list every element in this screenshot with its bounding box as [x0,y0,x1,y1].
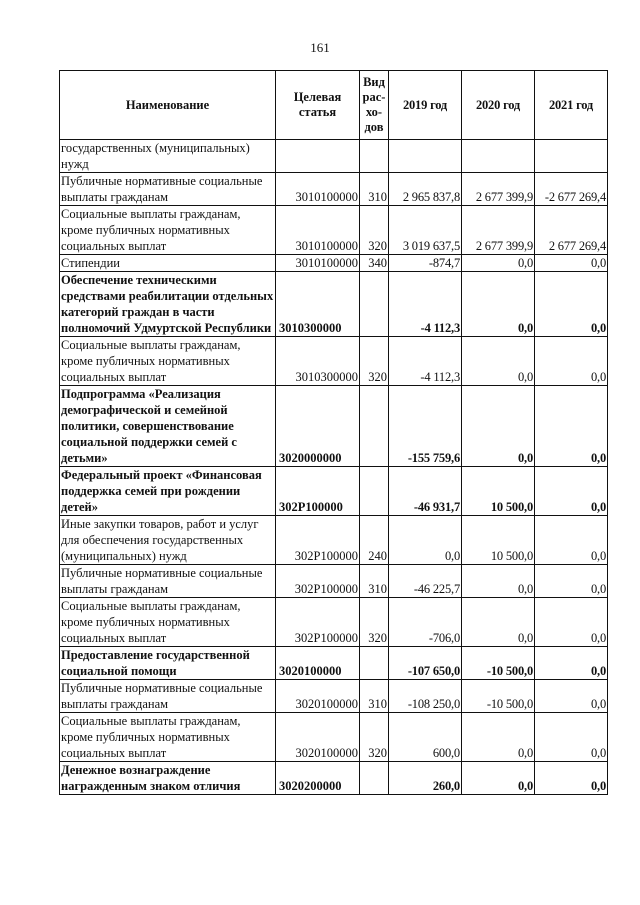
row-target-article-cell: 3020100000 [276,647,360,680]
row-2021-cell: 2 677 269,4 [535,206,608,255]
row-expense-type-cell: 310 [360,565,389,598]
row-2021-cell: 0,0 [535,516,608,565]
row-name-cell: Социальные выплаты гражданам, кроме публичных нормативных социальных выплат [60,337,276,386]
row-target-article-cell: 3010300000 [276,272,360,337]
table-row [60,140,608,173]
row-target-article-cell: 3010300000 [276,337,360,386]
row-2020-cell: 0,0 [462,272,535,337]
row-expense-type-cell: 310 [360,173,389,206]
row-2020-cell [462,140,535,173]
row-expense-type-cell [360,140,389,173]
row-2020-cell: 0,0 [462,598,535,647]
header-2019: 2019 год [389,71,462,140]
row-2021-cell [535,140,608,173]
row-2021-cell: 0,0 [535,762,608,795]
row-target-article-cell: 3020200000 [276,762,360,795]
table-row [60,255,608,272]
row-2021-cell: 0,0 [535,647,608,680]
table-row [60,565,608,598]
row-2021-cell: 0,0 [535,337,608,386]
row-target-article-cell: 3020000000 [276,386,360,467]
row-target-article-cell: 302P100000 [276,467,360,516]
table-row [60,598,608,647]
row-2019-cell: 0,0 [389,516,462,565]
row-expense-type-cell: 240 [360,516,389,565]
row-2020-cell: 0,0 [462,713,535,762]
header-2020: 2020 год [462,71,535,140]
table-row [60,467,608,516]
row-2021-cell: 0,0 [535,386,608,467]
row-2021-cell: -2 677 269,4 [535,173,608,206]
row-target-article-cell [276,140,360,173]
row-expense-type-cell: 320 [360,713,389,762]
row-target-article-cell: 302P100000 [276,598,360,647]
header-name: Наименование [60,71,276,140]
table-row [60,386,608,467]
table-row [60,713,608,762]
row-2020-cell: 10 500,0 [462,516,535,565]
table-row [60,647,608,680]
row-2019-cell: -4 112,3 [389,272,462,337]
row-target-article-cell: 3010100000 [276,255,360,272]
row-expense-type-cell [360,272,389,337]
table-row [60,762,608,795]
row-2021-cell: 0,0 [535,255,608,272]
row-name-cell: Публичные нормативные социальные выплаты гражданам [60,565,276,598]
table-row [60,680,608,713]
row-name-cell: Публичные нормативные социальные выплаты гражданам [60,173,276,206]
row-2021-cell: 0,0 [535,680,608,713]
row-target-article-cell: 302P100000 [276,565,360,598]
row-2020-cell: 10 500,0 [462,467,535,516]
row-target-article-cell: 3020100000 [276,713,360,762]
row-expense-type-cell: 320 [360,598,389,647]
row-2021-cell: 0,0 [535,565,608,598]
row-expense-type-cell [360,386,389,467]
row-name-cell: Федеральный проект «Финансовая поддержка семей при рождении детей» [60,467,276,516]
row-2021-cell: 0,0 [535,467,608,516]
table-row [60,206,608,255]
row-name-cell: Предоставление государственной социальной помощи [60,647,276,680]
row-expense-type-cell: 320 [360,337,389,386]
row-target-article-cell: 302P100000 [276,516,360,565]
row-2021-cell: 0,0 [535,713,608,762]
row-2021-cell: 0,0 [535,598,608,647]
row-name-cell: Социальные выплаты гражданам, кроме публичных нормативных социальных выплат [60,206,276,255]
row-2020-cell: 0,0 [462,762,535,795]
header-target-article: Целевая статья [276,71,360,140]
header-expense-type: Вид рас-хо-дов [360,71,389,140]
row-name-cell: Иные закупки товаров, работ и услуг для обеспечения государственных (муниципальных) нужд [60,516,276,565]
header-2021: 2021 год [535,71,608,140]
page-number: 161 [310,40,330,55]
row-name-cell: Социальные выплаты гражданам, кроме публичных нормативных социальных выплат [60,598,276,647]
row-name-cell: государственных (муниципальных) нужд [60,140,276,173]
row-name-cell: Стипендии [60,255,276,272]
row-2019-cell: -874,7 [389,255,462,272]
row-target-article-cell: 3010100000 [276,173,360,206]
row-2019-cell: 260,0 [389,762,462,795]
row-2020-cell: 2 677 399,9 [462,206,535,255]
row-name-cell: Обеспечение техническими средствами реабилитации отдельных категорий граждан в части полномочий Удмуртской Республики [60,272,276,337]
table-row [60,173,608,206]
row-target-article-cell: 3020100000 [276,680,360,713]
row-expense-type-cell: 340 [360,255,389,272]
row-2019-cell: -706,0 [389,598,462,647]
row-2019-cell: 3 019 637,5 [389,206,462,255]
row-2020-cell: 0,0 [462,565,535,598]
row-2019-cell: 2 965 837,8 [389,173,462,206]
table-body [60,140,608,795]
row-name-cell: Социальные выплаты гражданам, кроме публичных нормативных социальных выплат [60,713,276,762]
row-name-cell: Публичные нормативные социальные выплаты гражданам [60,680,276,713]
row-name-cell: Денежное вознаграждение награжденным знаком отличия [60,762,276,795]
row-2019-cell: -4 112,3 [389,337,462,386]
row-2019-cell: 600,0 [389,713,462,762]
row-expense-type-cell [360,647,389,680]
row-2019-cell: -108 250,0 [389,680,462,713]
row-2019-cell [389,140,462,173]
row-expense-type-cell: 320 [360,206,389,255]
row-expense-type-cell [360,467,389,516]
row-name-cell: Подпрограмма «Реализация демографической и семейной политики, совершенствование социальной поддержки семей с детьми» [60,386,276,467]
row-2020-cell: 0,0 [462,386,535,467]
row-2020-cell: 2 677 399,9 [462,173,535,206]
table-row [60,516,608,565]
table-header-row [60,71,608,140]
table-row [60,272,608,337]
row-2019-cell: -46 225,7 [389,565,462,598]
table-row [60,337,608,386]
row-2019-cell: -155 759,6 [389,386,462,467]
row-2019-cell: -107 650,0 [389,647,462,680]
row-target-article-cell: 3010100000 [276,206,360,255]
row-2019-cell: -46 931,7 [389,467,462,516]
row-2020-cell: -10 500,0 [462,647,535,680]
row-expense-type-cell: 310 [360,680,389,713]
row-2020-cell: -10 500,0 [462,680,535,713]
row-2020-cell: 0,0 [462,255,535,272]
row-2021-cell: 0,0 [535,272,608,337]
row-expense-type-cell [360,762,389,795]
row-2020-cell: 0,0 [462,337,535,386]
budget-table [59,70,608,795]
